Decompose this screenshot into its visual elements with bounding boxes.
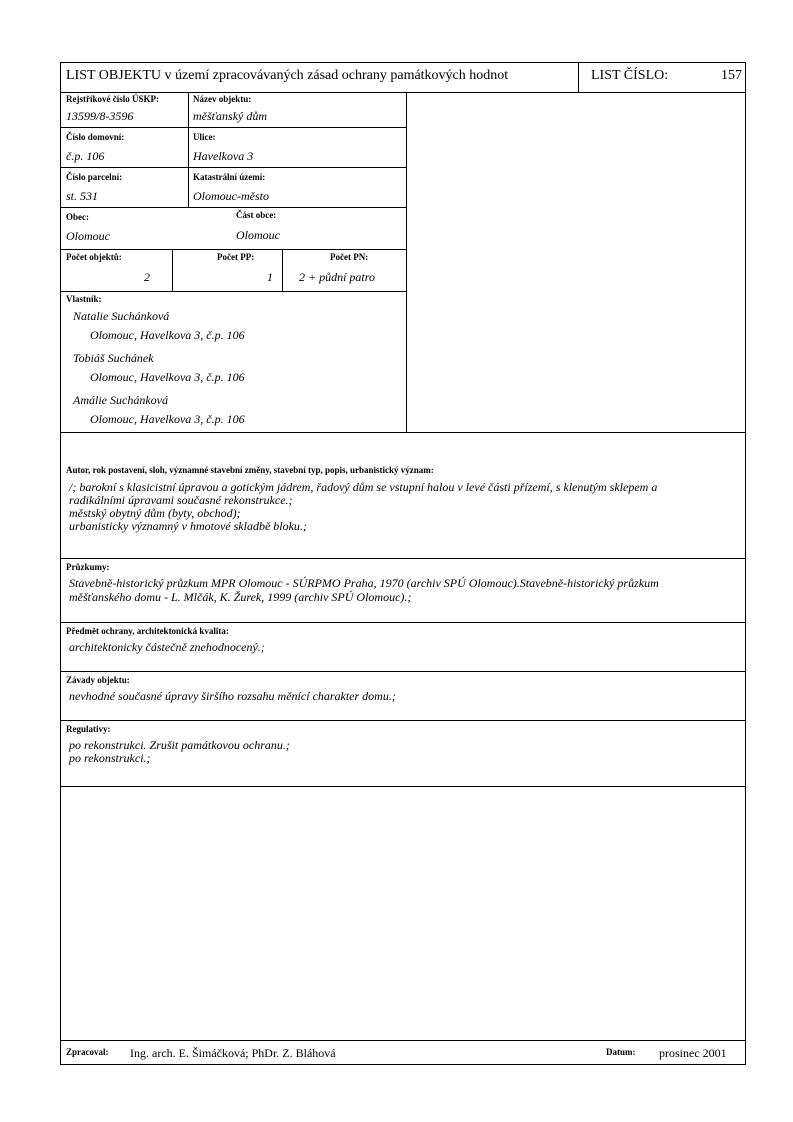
zavady-text: nevhodné současné úpravy širšího rozsahu měnící charakter domu.; [69, 689, 396, 703]
vlastnik-label: Vlastník: [66, 294, 102, 304]
katastralni-value: Olomouc-město [193, 189, 269, 203]
owner-address: Olomouc, Havelkova 3, č.p. 106 [90, 370, 245, 384]
zavady-label: Závady objektu: [66, 675, 130, 685]
nazev-label: Název objektu: [193, 94, 252, 104]
predmet-label: Předmět ochrany, architektonická kvalita: [66, 626, 229, 636]
pocet-pn-label: Počet PN: [330, 252, 369, 262]
cast-obce-label: Část obce: [236, 210, 277, 220]
list-number: 157 [721, 68, 742, 83]
owner-name: Tobiáš Suchánek [73, 351, 154, 365]
owner-address: Olomouc, Havelkova 3, č.p. 106 [90, 328, 245, 342]
cast-obce-value: Olomouc [236, 228, 280, 242]
divider [60, 786, 746, 787]
pocet-pp-label: Počet PP: [217, 252, 255, 262]
pocet-objektu-label: Počet objektů: [66, 252, 122, 262]
divider [282, 249, 283, 291]
rejstrik-label: Rejstříkové číslo ÚSKP: [66, 94, 159, 104]
pocet-objektu-value: 2 [144, 270, 150, 284]
divider [172, 249, 173, 291]
autor-text: /; barokní s klasicistní úpravou a gotickým jádrem, řadový dům se vstupní halou v levé části přízemí, s klenutým sklepem a radikálními úpravami současné rekonstrukce.; městský obytný dům (byty, obchod); urbanisticky významný v hmotové skladbě bloku.; [69, 480, 658, 533]
rejstrik-value: 13599/8-3596 [66, 109, 134, 123]
cislo-parcelni-value: st. 531 [66, 189, 99, 203]
divider [60, 671, 746, 672]
datum-label: Datum: [606, 1047, 636, 1057]
divider [60, 720, 746, 721]
divider [60, 127, 406, 128]
datum-value: prosinec 2001 [659, 1046, 727, 1060]
zpracoval-value: Ing. arch. E. Šimáčková; PhDr. Z. Bláhová [130, 1046, 336, 1060]
ulice-value: Havelkova 3 [193, 149, 254, 163]
divider [60, 167, 406, 168]
owner-name: Amálie Suchánková [73, 393, 168, 407]
pocet-pp-value: 1 [267, 270, 273, 284]
pocet-pn-value: 2 + půdní patro [299, 270, 375, 284]
divider [578, 62, 579, 92]
divider [60, 432, 746, 433]
obec-label: Obec: [66, 212, 89, 222]
divider [406, 92, 407, 432]
form-frame [60, 62, 746, 1065]
divider [60, 1040, 746, 1041]
autor-label: Autor, rok postavení, sloh, významné stavební změny, stavební typ, popis, urbanistický význam: [66, 465, 434, 475]
divider [60, 291, 406, 292]
pruzkumy-text: Stavebně-historický průzkum MPR Olomouc - SÚRPMO Praha, 1970 (archiv SPÚ Olomouc).Stavebně-historický průzkum měšťanského domu - L. Mlčák, K. Žurek, 1999 (archiv SPÚ Olomouc).; [69, 576, 659, 604]
cislo-parcelni-label: Číslo parcelní: [66, 172, 123, 182]
owner-name: Natalie Suchánková [73, 309, 170, 323]
zpracoval-label: Zpracoval: [66, 1047, 109, 1057]
divider [60, 622, 746, 623]
divider [188, 92, 189, 207]
divider [60, 207, 406, 208]
regulativy-text: po rekonstrukci. Zrušit památkovou ochranu.; po rekonstrukci.; [69, 738, 290, 765]
cislo-domovni-label: Číslo domovní: [66, 132, 125, 142]
divider [60, 92, 746, 93]
ulice-label: Ulice: [193, 132, 216, 142]
list-number-label: LIST ČÍSLO: [591, 68, 669, 83]
divider [60, 249, 406, 250]
pruzkumy-label: Průzkumy: [66, 562, 110, 572]
katastralni-label: Katastrální území: [193, 172, 266, 182]
divider [60, 558, 746, 559]
regulativy-label: Regulativy: [66, 724, 111, 734]
obec-value: Olomouc [66, 229, 110, 243]
predmet-text: architektonicky částečně znehodnocený.; [69, 640, 265, 654]
nazev-value: měšťanský dům [193, 109, 268, 123]
sheet-title: LIST OBJEKTU v území zpracovávaných zásad ochrany památkových hodnot [66, 68, 509, 83]
owner-address: Olomouc, Havelkova 3, č.p. 106 [90, 412, 245, 426]
cislo-domovni-value: č.p. 106 [66, 149, 105, 163]
